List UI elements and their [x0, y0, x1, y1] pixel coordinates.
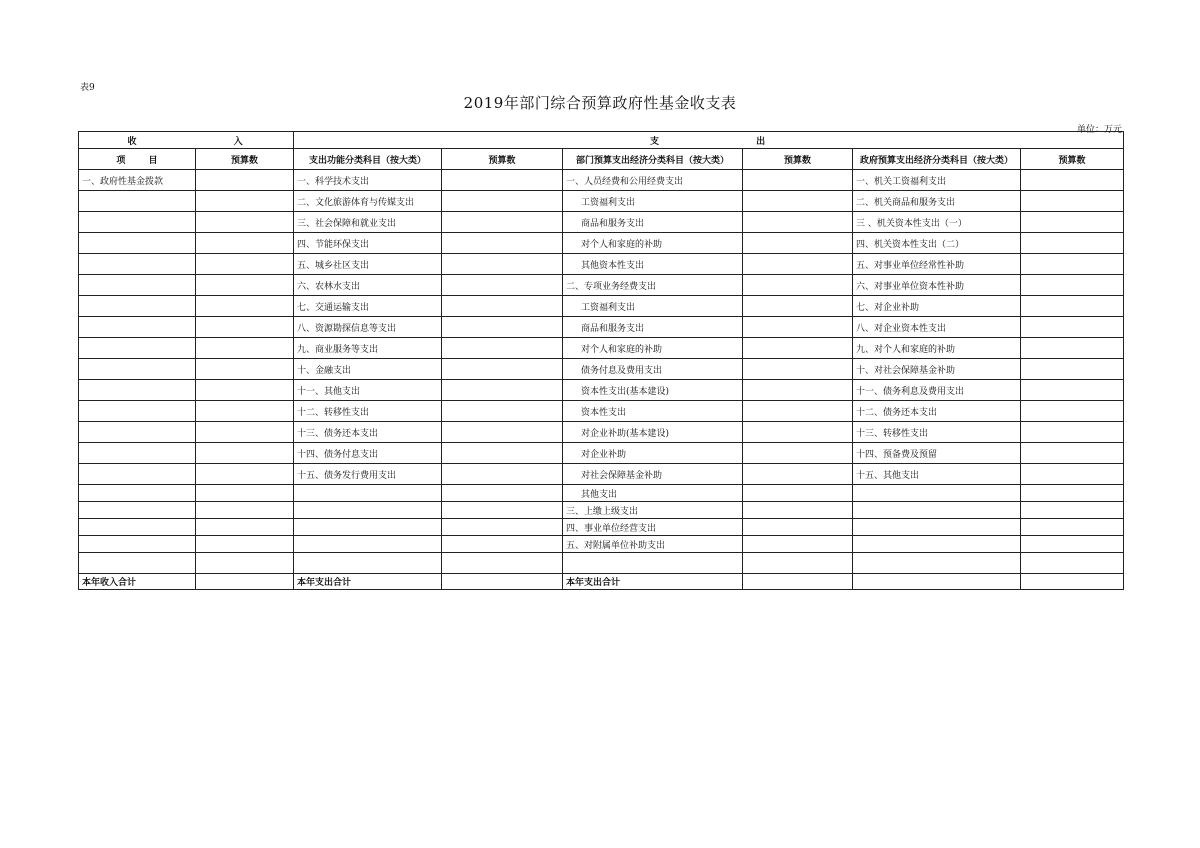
cell-income-item	[79, 191, 196, 212]
cell-income-budget	[196, 464, 294, 485]
cell-function-budget	[442, 212, 563, 233]
cell-dept-econ-budget	[743, 212, 853, 233]
cell-income-item	[79, 422, 196, 443]
cell-gov-econ-class: 十二、债务还本支出	[853, 401, 1021, 422]
cell-gov-econ-budget	[1021, 536, 1124, 553]
cell-dept-econ-class: 债务付息及费用支出	[563, 359, 743, 380]
table-row	[79, 296, 1124, 317]
cell-gov-econ-class: 三 、机关资本性支出（一）	[853, 212, 1021, 233]
cell-income-item	[79, 296, 196, 317]
cell-dept-econ-budget	[743, 296, 853, 317]
cell-income-budget	[196, 275, 294, 296]
income-group-header: 收 入	[79, 132, 294, 149]
cell-dept-econ-budget	[743, 443, 853, 464]
cell-function-budget	[442, 502, 563, 519]
cell-income-item: 一、政府性基金拨款	[79, 170, 196, 191]
cell-dept-econ-class: 工资福利支出	[563, 296, 743, 317]
cell-dept-econ-class: 商品和服务支出	[563, 212, 743, 233]
cell-income-item	[79, 536, 196, 553]
cell-income-budget	[196, 485, 294, 502]
cell-gov-econ-class: 十四、预备费及预留	[853, 443, 1021, 464]
cell-gov-econ-budget	[1021, 519, 1124, 536]
expense-total-label: 本年支出合计	[294, 574, 442, 590]
cell-income-item	[79, 485, 196, 502]
col-header-budget: 预算数	[196, 149, 294, 170]
cell-function-budget	[442, 553, 563, 574]
cell-dept-econ-budget	[743, 191, 853, 212]
cell-gov-econ-class	[853, 502, 1021, 519]
cell-gov-econ-class: 一、机关工资福利支出	[853, 170, 1021, 191]
cell-income-budget	[196, 338, 294, 359]
cell-gov-econ-class: 十一、债务利息及费用支出	[853, 380, 1021, 401]
income-total-label: 本年收入合计	[79, 574, 196, 590]
cell-function-budget	[442, 536, 563, 553]
cell-function-budget	[442, 485, 563, 502]
table-row	[79, 502, 1124, 519]
cell-function-budget	[442, 338, 563, 359]
table-row	[79, 254, 1124, 275]
page-title: 2019年部门综合预算政府性基金收支表	[463, 94, 737, 112]
cell-gov-econ-class: 六、对事业单位资本性补助	[853, 275, 1021, 296]
cell-dept-econ-class: 资本性支出	[563, 401, 743, 422]
cell-income-budget	[196, 233, 294, 254]
cell-gov-econ-budget	[1021, 502, 1124, 519]
cell-function-budget	[442, 359, 563, 380]
cell-function-class	[294, 502, 442, 519]
cell-gov-econ-class	[853, 536, 1021, 553]
table-row	[79, 233, 1124, 254]
cell-function-class: 六、农林水支出	[294, 275, 442, 296]
cell-function-class	[294, 485, 442, 502]
cell-gov-econ-budget	[1021, 254, 1124, 275]
cell-dept-econ-class: 工资福利支出	[563, 191, 743, 212]
table-row	[79, 359, 1124, 380]
table-row	[79, 380, 1124, 401]
cell-gov-econ-budget	[1021, 359, 1124, 380]
expense-group-header: 支 出	[294, 132, 1124, 149]
cell-dept-econ-budget	[743, 338, 853, 359]
cell-dept-econ-budget	[743, 485, 853, 502]
cell-gov-econ-class: 九、对个人和家庭的补助	[853, 338, 1021, 359]
cell-function-class: 二、文化旅游体育与传媒支出	[294, 191, 442, 212]
cell-gov-econ-class	[853, 553, 1021, 574]
cell-income-budget	[196, 317, 294, 338]
cell-income-item	[79, 553, 196, 574]
cell-dept-econ-class: 商品和服务支出	[563, 317, 743, 338]
cell-dept-econ-budget	[743, 401, 853, 422]
cell-income-budget	[196, 296, 294, 317]
column-header-row	[79, 149, 1124, 170]
table-row	[79, 317, 1124, 338]
expense-total-value-2	[743, 574, 853, 590]
cell-function-budget	[442, 275, 563, 296]
cell-gov-econ-budget	[1021, 485, 1124, 502]
cell-gov-econ-budget	[1021, 338, 1124, 359]
cell-income-item	[79, 254, 196, 275]
cell-income-budget	[196, 380, 294, 401]
cell-gov-econ-class: 七、对企业补助	[853, 296, 1021, 317]
cell-dept-econ-class	[563, 553, 743, 574]
col-header-item: 项 目	[79, 149, 196, 170]
gov-total-blank	[853, 574, 1021, 590]
col-header-gov-econ-class: 政府预算支出经济分类科目（按大类）	[853, 149, 1021, 170]
cell-dept-econ-budget	[743, 422, 853, 443]
cell-function-class: 十四、债务付息支出	[294, 443, 442, 464]
cell-function-class: 四、节能环保支出	[294, 233, 442, 254]
cell-gov-econ-class: 十、对社会保障基金补助	[853, 359, 1021, 380]
cell-function-budget	[442, 296, 563, 317]
cell-function-class: 七、交通运输支出	[294, 296, 442, 317]
cell-dept-econ-class: 对企业补助	[563, 443, 743, 464]
cell-income-budget	[196, 191, 294, 212]
gov-total-value	[1021, 574, 1124, 590]
cell-function-budget	[442, 519, 563, 536]
cell-function-class: 十一、其他支出	[294, 380, 442, 401]
col-header-budget: 预算数	[1021, 149, 1124, 170]
cell-gov-econ-budget	[1021, 553, 1124, 574]
cell-function-budget	[442, 464, 563, 485]
cell-gov-econ-budget	[1021, 317, 1124, 338]
cell-dept-econ-class: 对个人和家庭的补助	[563, 338, 743, 359]
cell-income-budget	[196, 254, 294, 275]
income-total-value	[196, 574, 294, 590]
cell-function-class: 五、城乡社区支出	[294, 254, 442, 275]
cell-dept-econ-budget	[743, 464, 853, 485]
cell-dept-econ-budget	[743, 359, 853, 380]
cell-function-class: 三、社会保障和就业支出	[294, 212, 442, 233]
cell-income-budget	[196, 519, 294, 536]
cell-function-class: 十二、转移性支出	[294, 401, 442, 422]
cell-dept-econ-class: 五、对附属单位补助支出	[563, 536, 743, 553]
cell-function-class: 九、商业服务等支出	[294, 338, 442, 359]
cell-income-budget	[196, 536, 294, 553]
cell-function-budget	[442, 254, 563, 275]
cell-gov-econ-budget	[1021, 296, 1124, 317]
cell-dept-econ-budget	[743, 170, 853, 191]
cell-dept-econ-class: 一、人员经费和公用经费支出	[563, 170, 743, 191]
cell-gov-econ-class	[853, 485, 1021, 502]
cell-income-item	[79, 338, 196, 359]
cell-gov-econ-class	[853, 519, 1021, 536]
cell-function-budget	[442, 170, 563, 191]
cell-income-item	[79, 502, 196, 519]
cell-income-item	[79, 464, 196, 485]
table-row	[79, 485, 1124, 502]
cell-income-item	[79, 359, 196, 380]
cell-function-budget	[442, 443, 563, 464]
unit-label: 单位：万元	[1076, 125, 1122, 135]
cell-income-item	[79, 380, 196, 401]
cell-income-budget	[196, 170, 294, 191]
cell-income-budget	[196, 443, 294, 464]
table-row	[79, 275, 1124, 296]
cell-function-class: 十、金融支出	[294, 359, 442, 380]
table-row	[79, 519, 1124, 536]
totals-row	[79, 574, 1124, 590]
cell-gov-econ-budget	[1021, 443, 1124, 464]
cell-function-class: 八、资源勘探信息等支出	[294, 317, 442, 338]
cell-dept-econ-budget	[743, 317, 853, 338]
cell-gov-econ-class: 八、对企业资本性支出	[853, 317, 1021, 338]
cell-gov-econ-class: 十三、转移性支出	[853, 422, 1021, 443]
cell-dept-econ-budget	[743, 380, 853, 401]
cell-dept-econ-class: 资本性支出(基本建设)	[563, 380, 743, 401]
cell-dept-econ-class: 三、上缴上级支出	[563, 502, 743, 519]
cell-dept-econ-budget	[743, 233, 853, 254]
cell-gov-econ-budget	[1021, 191, 1124, 212]
cell-function-class	[294, 553, 442, 574]
cell-dept-econ-class: 对社会保障基金补助	[563, 464, 743, 485]
cell-gov-econ-budget	[1021, 464, 1124, 485]
cell-income-budget	[196, 502, 294, 519]
budget-table	[78, 131, 1124, 590]
cell-function-class: 十三、债务还本支出	[294, 422, 442, 443]
col-header-budget: 预算数	[743, 149, 853, 170]
cell-dept-econ-class: 对企业补助(基本建设)	[563, 422, 743, 443]
cell-income-item	[79, 317, 196, 338]
cell-dept-econ-budget	[743, 275, 853, 296]
cell-gov-econ-class: 四、机关资本性支出（二）	[853, 233, 1021, 254]
cell-income-item	[79, 443, 196, 464]
table-row	[79, 464, 1124, 485]
cell-function-class	[294, 519, 442, 536]
expense-total-value	[442, 574, 563, 590]
table-row	[79, 212, 1124, 233]
cell-function-budget	[442, 401, 563, 422]
cell-gov-econ-budget	[1021, 422, 1124, 443]
col-header-budget: 预算数	[442, 149, 563, 170]
cell-function-budget	[442, 233, 563, 254]
cell-function-class: 十五、债务发行费用支出	[294, 464, 442, 485]
cell-income-item	[79, 275, 196, 296]
table-row	[79, 422, 1124, 443]
cell-dept-econ-class: 二、专项业务经费支出	[563, 275, 743, 296]
table-row	[79, 553, 1124, 574]
cell-function-budget	[442, 422, 563, 443]
cell-dept-econ-budget	[743, 553, 853, 574]
table-row	[79, 191, 1124, 212]
cell-function-budget	[442, 380, 563, 401]
expense-total-label-2: 本年支出合计	[563, 574, 743, 590]
group-header-row	[79, 132, 1124, 149]
cell-gov-econ-class: 十五、其他支出	[853, 464, 1021, 485]
cell-gov-econ-budget	[1021, 233, 1124, 254]
cell-income-item	[79, 519, 196, 536]
cell-income-budget	[196, 553, 294, 574]
cell-gov-econ-class: 二、机关商品和服务支出	[853, 191, 1021, 212]
table-row	[79, 443, 1124, 464]
cell-dept-econ-budget	[743, 536, 853, 553]
cell-function-budget	[442, 317, 563, 338]
cell-dept-econ-class: 其他资本性支出	[563, 254, 743, 275]
cell-function-class: 一、科学技术支出	[294, 170, 442, 191]
cell-income-budget	[196, 401, 294, 422]
cell-gov-econ-budget	[1021, 380, 1124, 401]
cell-dept-econ-class: 对个人和家庭的补助	[563, 233, 743, 254]
cell-income-item	[79, 233, 196, 254]
col-header-function-class: 支出功能分类科目（按大类）	[294, 149, 442, 170]
table-row	[79, 536, 1124, 553]
cell-dept-econ-budget	[743, 502, 853, 519]
cell-function-budget	[442, 191, 563, 212]
cell-gov-econ-budget	[1021, 170, 1124, 191]
cell-gov-econ-budget	[1021, 275, 1124, 296]
cell-gov-econ-class: 五、对事业单位经常性补助	[853, 254, 1021, 275]
cell-function-class	[294, 536, 442, 553]
col-header-dept-econ-class: 部门预算支出经济分类科目（按大类）	[563, 149, 743, 170]
cell-income-budget	[196, 212, 294, 233]
cell-gov-econ-budget	[1021, 212, 1124, 233]
table-number: 表9	[80, 83, 95, 93]
table-row	[79, 170, 1124, 191]
cell-dept-econ-class: 其他支出	[563, 485, 743, 502]
cell-income-item	[79, 401, 196, 422]
table-row	[79, 338, 1124, 359]
cell-income-item	[79, 212, 196, 233]
cell-income-budget	[196, 422, 294, 443]
cell-income-budget	[196, 359, 294, 380]
cell-dept-econ-budget	[743, 254, 853, 275]
table-row	[79, 401, 1124, 422]
cell-gov-econ-budget	[1021, 401, 1124, 422]
cell-dept-econ-budget	[743, 519, 853, 536]
cell-dept-econ-class: 四、事业单位经营支出	[563, 519, 743, 536]
